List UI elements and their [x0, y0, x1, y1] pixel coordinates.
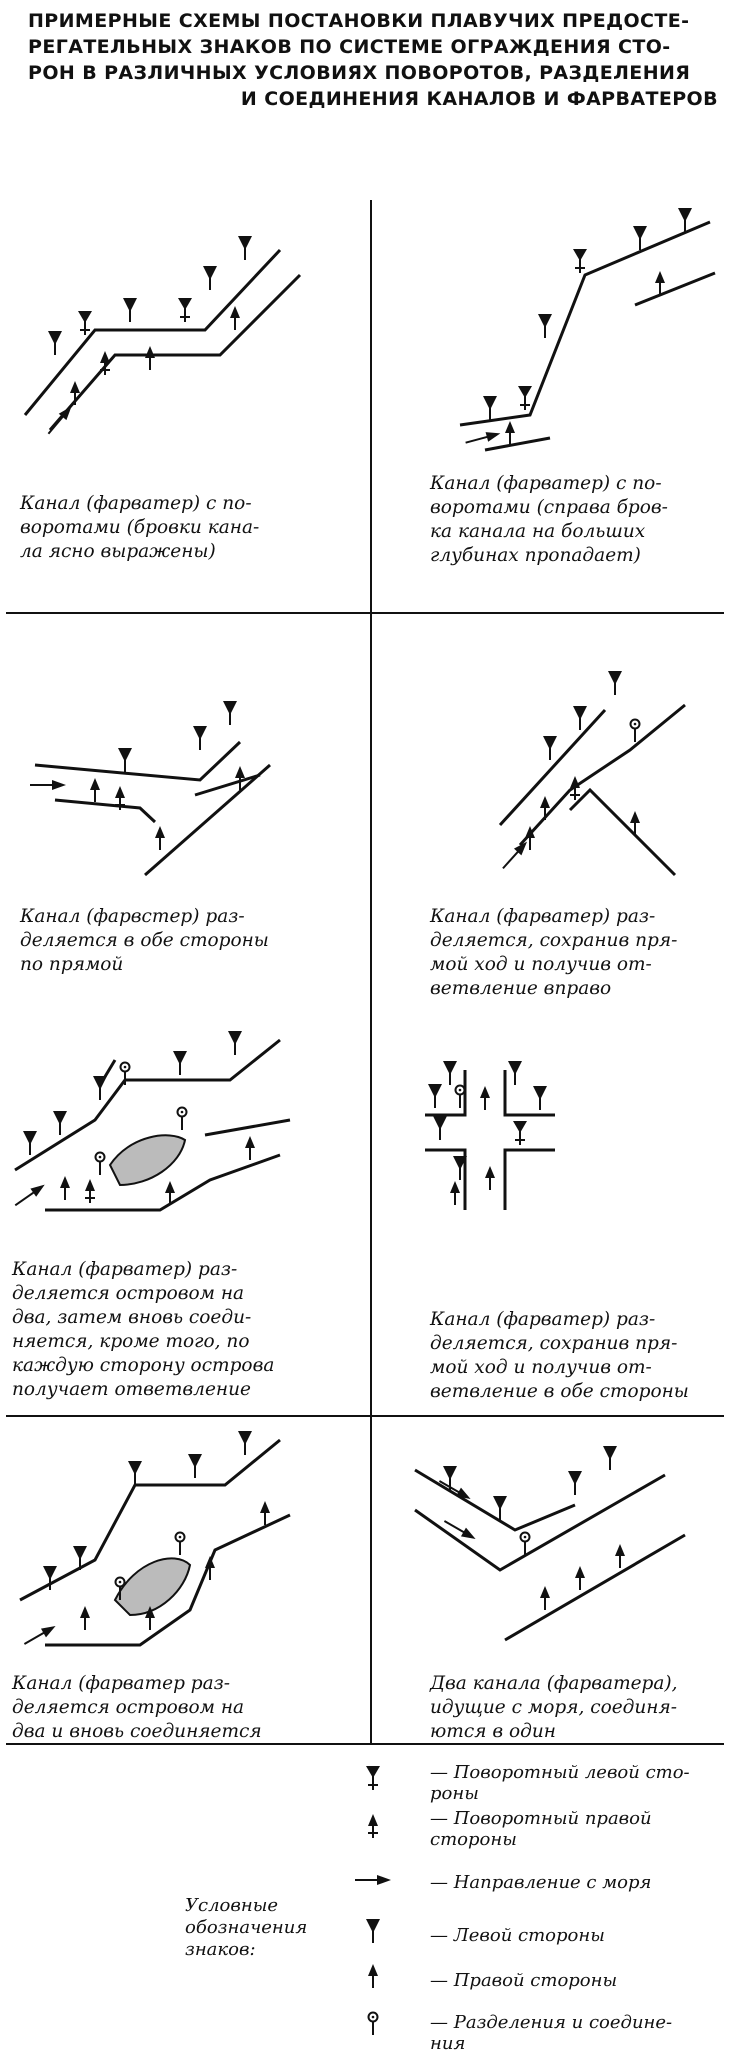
legend-text-line: — Направление с моря	[430, 1872, 652, 1893]
caption-line: ла ясно выражены)	[20, 541, 216, 562]
caption-line: ветвление вправо	[430, 978, 612, 999]
legend-item-split-join	[430, 2012, 725, 2054]
left-side-mark-icon	[355, 1913, 391, 1949]
legend-text-line: — Левой стороны	[430, 1925, 605, 1946]
caption-line: Канал (фарватер) раз-	[430, 1309, 656, 1330]
caption-island-split-rejoin	[12, 1672, 262, 1744]
caption-line: ются в один	[430, 1721, 556, 1742]
row-divider	[6, 612, 724, 614]
legend-title-line: Условные	[185, 1895, 279, 1916]
caption-line: деляется, сохранив пря-	[430, 1333, 678, 1354]
caption-line: Канал (фарватер) раз-	[12, 1259, 238, 1280]
column-divider	[370, 200, 372, 1743]
caption-line: глубинах пропадает)	[430, 545, 641, 566]
caption-turns-right-bank-fades	[430, 472, 668, 568]
row-divider	[6, 1415, 724, 1417]
caption-line: деляется, сохранив пря-	[430, 930, 678, 951]
legend-text-line: — Поворотный левой сто-	[430, 1762, 690, 1783]
caption-line: Канал (фарватер) раз-	[430, 906, 656, 927]
caption-turns-clear-banks	[20, 492, 259, 564]
legend-text-line: — Поворотный правой	[430, 1808, 652, 1829]
caption-split-both-ways	[20, 905, 269, 977]
caption-two-channels-merge	[430, 1672, 678, 1744]
legend-text-line: роны	[430, 1783, 479, 1804]
title-line: РОН В РАЗЛИЧНЫХ УСЛОВИЯХ ПОВОРОТОВ, РАЗДЕЛЕНИЯ	[28, 62, 691, 84]
caption-line: ка канала на больших	[430, 521, 646, 542]
legend-item-turn-right	[430, 1808, 725, 1850]
scheme-island-split-rejoin	[0, 1430, 360, 1670]
title-line: РЕГАТЕЛЬНЫХ ЗНАКОВ ПО СИСТЕМЕ ОГРАЖДЕНИЯ СТО-	[28, 36, 671, 58]
caption-line: Канал (фарватер раз-	[12, 1673, 231, 1694]
caption-line: каждую сторону острова	[12, 1355, 275, 1376]
right-side-mark-icon	[355, 1958, 391, 1994]
caption-line: получает ответвление	[12, 1379, 251, 1400]
title-line: ПРИМЕРНЫЕ СХЕМЫ ПОСТАНОВКИ ПЛАВУЧИХ ПРЕДОСТЕ-	[28, 10, 690, 32]
caption-line: Два канала (фарватера),	[430, 1673, 678, 1694]
caption-line: два и вновь соединяется	[12, 1721, 262, 1742]
diagram-title	[28, 8, 728, 112]
caption-line: воротами (бровки кана-	[20, 517, 260, 538]
legend-title-line: обозначения	[185, 1917, 308, 1938]
legend-item-turn-left	[430, 1762, 725, 1804]
legend-item-left-side	[430, 1925, 725, 1946]
caption-line: Канал (фарвстер) раз-	[20, 906, 245, 927]
caption-island-split-rejoin-branches	[12, 1258, 274, 1402]
legend-title	[185, 1895, 307, 1961]
legend-text-line: ния	[430, 2033, 466, 2054]
legend-text-line: стороны	[430, 1829, 517, 1850]
caption-line: мой ход и получив от-	[430, 1357, 652, 1378]
caption-line: деляется островом на	[12, 1283, 245, 1304]
scheme-island-split-rejoin-branches	[0, 1025, 360, 1215]
split-join-mark-icon	[355, 2005, 391, 2041]
turn-right-mark-icon	[355, 1808, 391, 1844]
caption-line: деляется в обе стороны	[20, 930, 269, 951]
scheme-straight-plus-both-branches	[375, 1040, 735, 1240]
scheme-split-both-ways	[0, 650, 360, 890]
caption-line: воротами (справа бров-	[430, 497, 668, 518]
caption-line: Канал (фарватер) с по-	[430, 473, 662, 494]
caption-line: мой ход и получив от-	[430, 954, 652, 975]
legend-title-line: знаков:	[185, 1939, 256, 1960]
scheme-turns-right-bank-fades	[375, 210, 735, 460]
caption-straight-plus-both-branches	[430, 1308, 689, 1404]
turn-left-mark-icon	[355, 1760, 391, 1796]
scheme-turns-clear-banks	[0, 230, 360, 450]
legend-text-line: — Разделения и соедине-	[430, 2012, 673, 2033]
scheme-two-channels-merge	[375, 1450, 735, 1670]
caption-line: деляется островом на	[12, 1697, 245, 1718]
legend-text-line: — Правой стороны	[430, 1970, 618, 1991]
legend-item-right-side	[430, 1970, 725, 1991]
caption-line: ветвление в обе стороны	[430, 1381, 689, 1402]
caption-line: по прямой	[20, 954, 124, 975]
scheme-straight-plus-right-branch	[375, 650, 735, 890]
legend-item-sea-direction	[430, 1872, 725, 1893]
caption-line: Канал (фарватер) с по-	[20, 493, 252, 514]
caption-line: няется, кроме того, по	[12, 1331, 250, 1352]
caption-line: два, затем вновь соеди-	[12, 1307, 252, 1328]
sea-direction-arrow-icon	[355, 1862, 391, 1898]
caption-line: идущие с моря, соединя-	[430, 1697, 677, 1718]
title-line: И СОЕДИНЕНИЯ КАНАЛОВ И ФАРВАТЕРОВ	[240, 88, 718, 110]
caption-straight-plus-right-branch	[430, 905, 677, 1001]
